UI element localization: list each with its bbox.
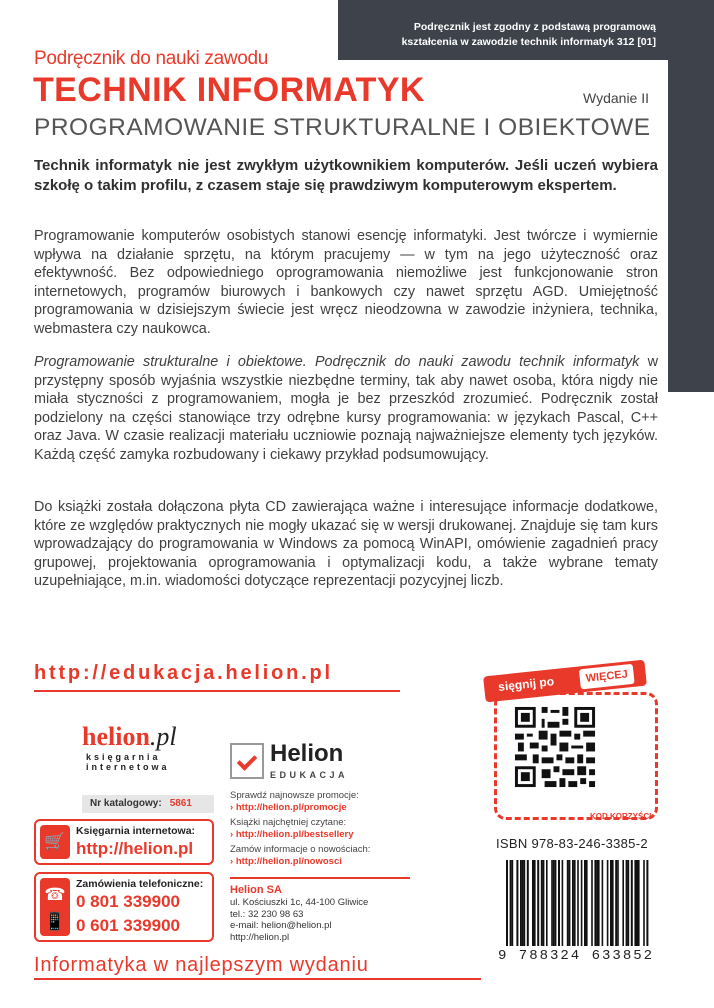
qr-tag-word: WIĘCEJ — [579, 664, 635, 690]
news-text: Zamów informacje o nowościach: — [230, 844, 371, 855]
helion-pl-sub1: księgarnia — [86, 752, 161, 762]
helion-pl-suffix: .pl — [149, 722, 177, 751]
company-email[interactable]: e-mail: helion@helion.pl — [230, 920, 332, 931]
news-link[interactable]: › http://helion.pl/nowosci — [230, 856, 430, 868]
company-website[interactable]: http://helion.pl — [230, 931, 290, 943]
phone-icon: ☎ 📱 — [40, 878, 70, 936]
paragraph-1: Programowanie komputerów osobistych stanowi esencję informatyki. Jest twórcze i wymiernie wpływa na działanie sprzętu, na którym pracujemy — w tym na jego użyteczność oraz efektywność. Bez odpowiedniego oprogramowania niemożliwe jest funkcjonowanie stron internetowych, programów biurowych i bankowych czy nawet sprzętu AGD. Umiejętność programowania w dzisiejszym świecie jest wręcz nieodzowna w zawodzie inżyniera, technika, webmastera czy naukowca. — [34, 228, 658, 337]
helion-edu-sub: EDUKACJA — [270, 770, 349, 780]
phone-label: Zamówienia telefoniczne: — [76, 878, 204, 890]
qr-code-label: KOD KORZYŚCI — [590, 812, 652, 821]
qr-code[interactable] — [512, 704, 598, 790]
paragraph-2-title: Programowanie strukturalne i obiektowe. Podręcznik do nauki zawodu technik informatyk — [34, 354, 640, 370]
company-phone: tel.: 32 230 98 63 — [230, 908, 304, 920]
barcode-digits: 9 788324 633852 — [498, 948, 655, 964]
phone-number-2: 0 601 339900 — [76, 916, 180, 935]
shop-label: Księgarnia internetowa: — [76, 825, 196, 837]
shop-url[interactable]: http://helion.pl — [76, 839, 194, 858]
contact-divider — [230, 877, 410, 879]
edukacja-url[interactable]: http://edukacja.helion.pl — [34, 662, 333, 684]
helion-edu-name: Helion — [270, 740, 344, 767]
catalog-label: Nr katalogowy: — [90, 798, 162, 809]
phone-number-1: 0 801 339900 — [76, 892, 180, 911]
book-subtitle-small: Podręcznik do nauki zawodu — [34, 48, 269, 69]
side-bar — [668, 60, 714, 392]
catalog-number: 5861 — [169, 798, 192, 809]
promo-text: Sprawdź najnowsze promocje: — [230, 790, 359, 801]
checkmark-logo-icon — [230, 743, 264, 779]
barcode — [500, 856, 680, 962]
helion-pl-sub2: internetowa — [86, 762, 170, 772]
edition-label: Wydanie II — [583, 90, 650, 106]
book-title: TECHNIK INFORMATYK — [33, 71, 425, 109]
publisher-contact — [230, 883, 430, 943]
bestsellers-text: Książki najchętniej czytane: — [230, 817, 347, 828]
promo-links — [230, 790, 430, 871]
helion-pl-brand: helion — [82, 722, 150, 751]
catalog-number-box — [82, 795, 214, 813]
qr-tag-text: sięgnij po — [497, 674, 555, 694]
helion-edukacja-logo — [230, 740, 390, 788]
curriculum-note: Podręcznik jest zgodny z podstawą programową kształcenia w zawodzie technik informatyk 312 [01] — [401, 21, 656, 48]
helion-pl-logo — [82, 722, 217, 782]
slogan-underline — [34, 978, 481, 980]
shop-box — [34, 819, 214, 865]
paragraph-2-rest: w przystępny sposób wyjaśnia wszystkie niezbędne terminy, tak aby nawet osoba, która nigdy nie miała styczności z programowaniem, mogła je bez przeszkód zrozumieć. Podręcznik został podzielony na części stanowiące trzy odrębne kursy programowania: w językach Pascal, C++ oraz Java. W czasie realizacji materiału uczniowie poznają najważniejsze elementy tych języków. Każdą część zamyka rozbudowany i ciekawy przykład podsumowujący. — [34, 354, 658, 463]
company-name: Helion SA — [230, 884, 282, 896]
lead-paragraph: Technik informatyk nie jest zwykłym użytkownikiem komputerów. Jeśli uczeń wybiera szkołę o takim profilu, z czasem staje się prawdziwym komputerowym ekspertem. — [34, 157, 658, 194]
url-underline — [34, 690, 400, 692]
paragraph-3: Do książki została dołączona płyta CD zawierająca ważne i interesujące informacje dodatkowe, które ze względów praktycznych nie mogły ukazać się w wersji drukowanej. Znajduje się tam kurs wprowadzający do programowania w Windows za pomocą WinAPI, omówienie zagadnień pracy grupowej, projektowania oprogramowania i optymalizacji kodu, a także wybrane tematy uzupełniające, m.in. wiadomości dotyczące reprezentacji pozycyjnej liczb. — [34, 499, 658, 590]
isbn: ISBN 978-83-246-3385-2 — [496, 836, 648, 851]
slogan: Informatyka w najlepszym wydaniu — [34, 954, 369, 976]
phone-box — [34, 872, 214, 942]
bestsellers-link[interactable]: › http://helion.pl/bestsellery — [230, 829, 430, 841]
paragraph-2 — [34, 353, 658, 465]
cart-icon: 🛒 — [40, 825, 70, 859]
book-subtitle: PROGRAMOWANIE STRUKTURALNE I OBIEKTOWE — [34, 114, 651, 141]
company-address: ul. Kościuszki 1c, 44-100 Gliwice — [230, 897, 369, 908]
top-banner — [338, 0, 714, 60]
promo-link[interactable]: › http://helion.pl/promocje — [230, 802, 430, 814]
